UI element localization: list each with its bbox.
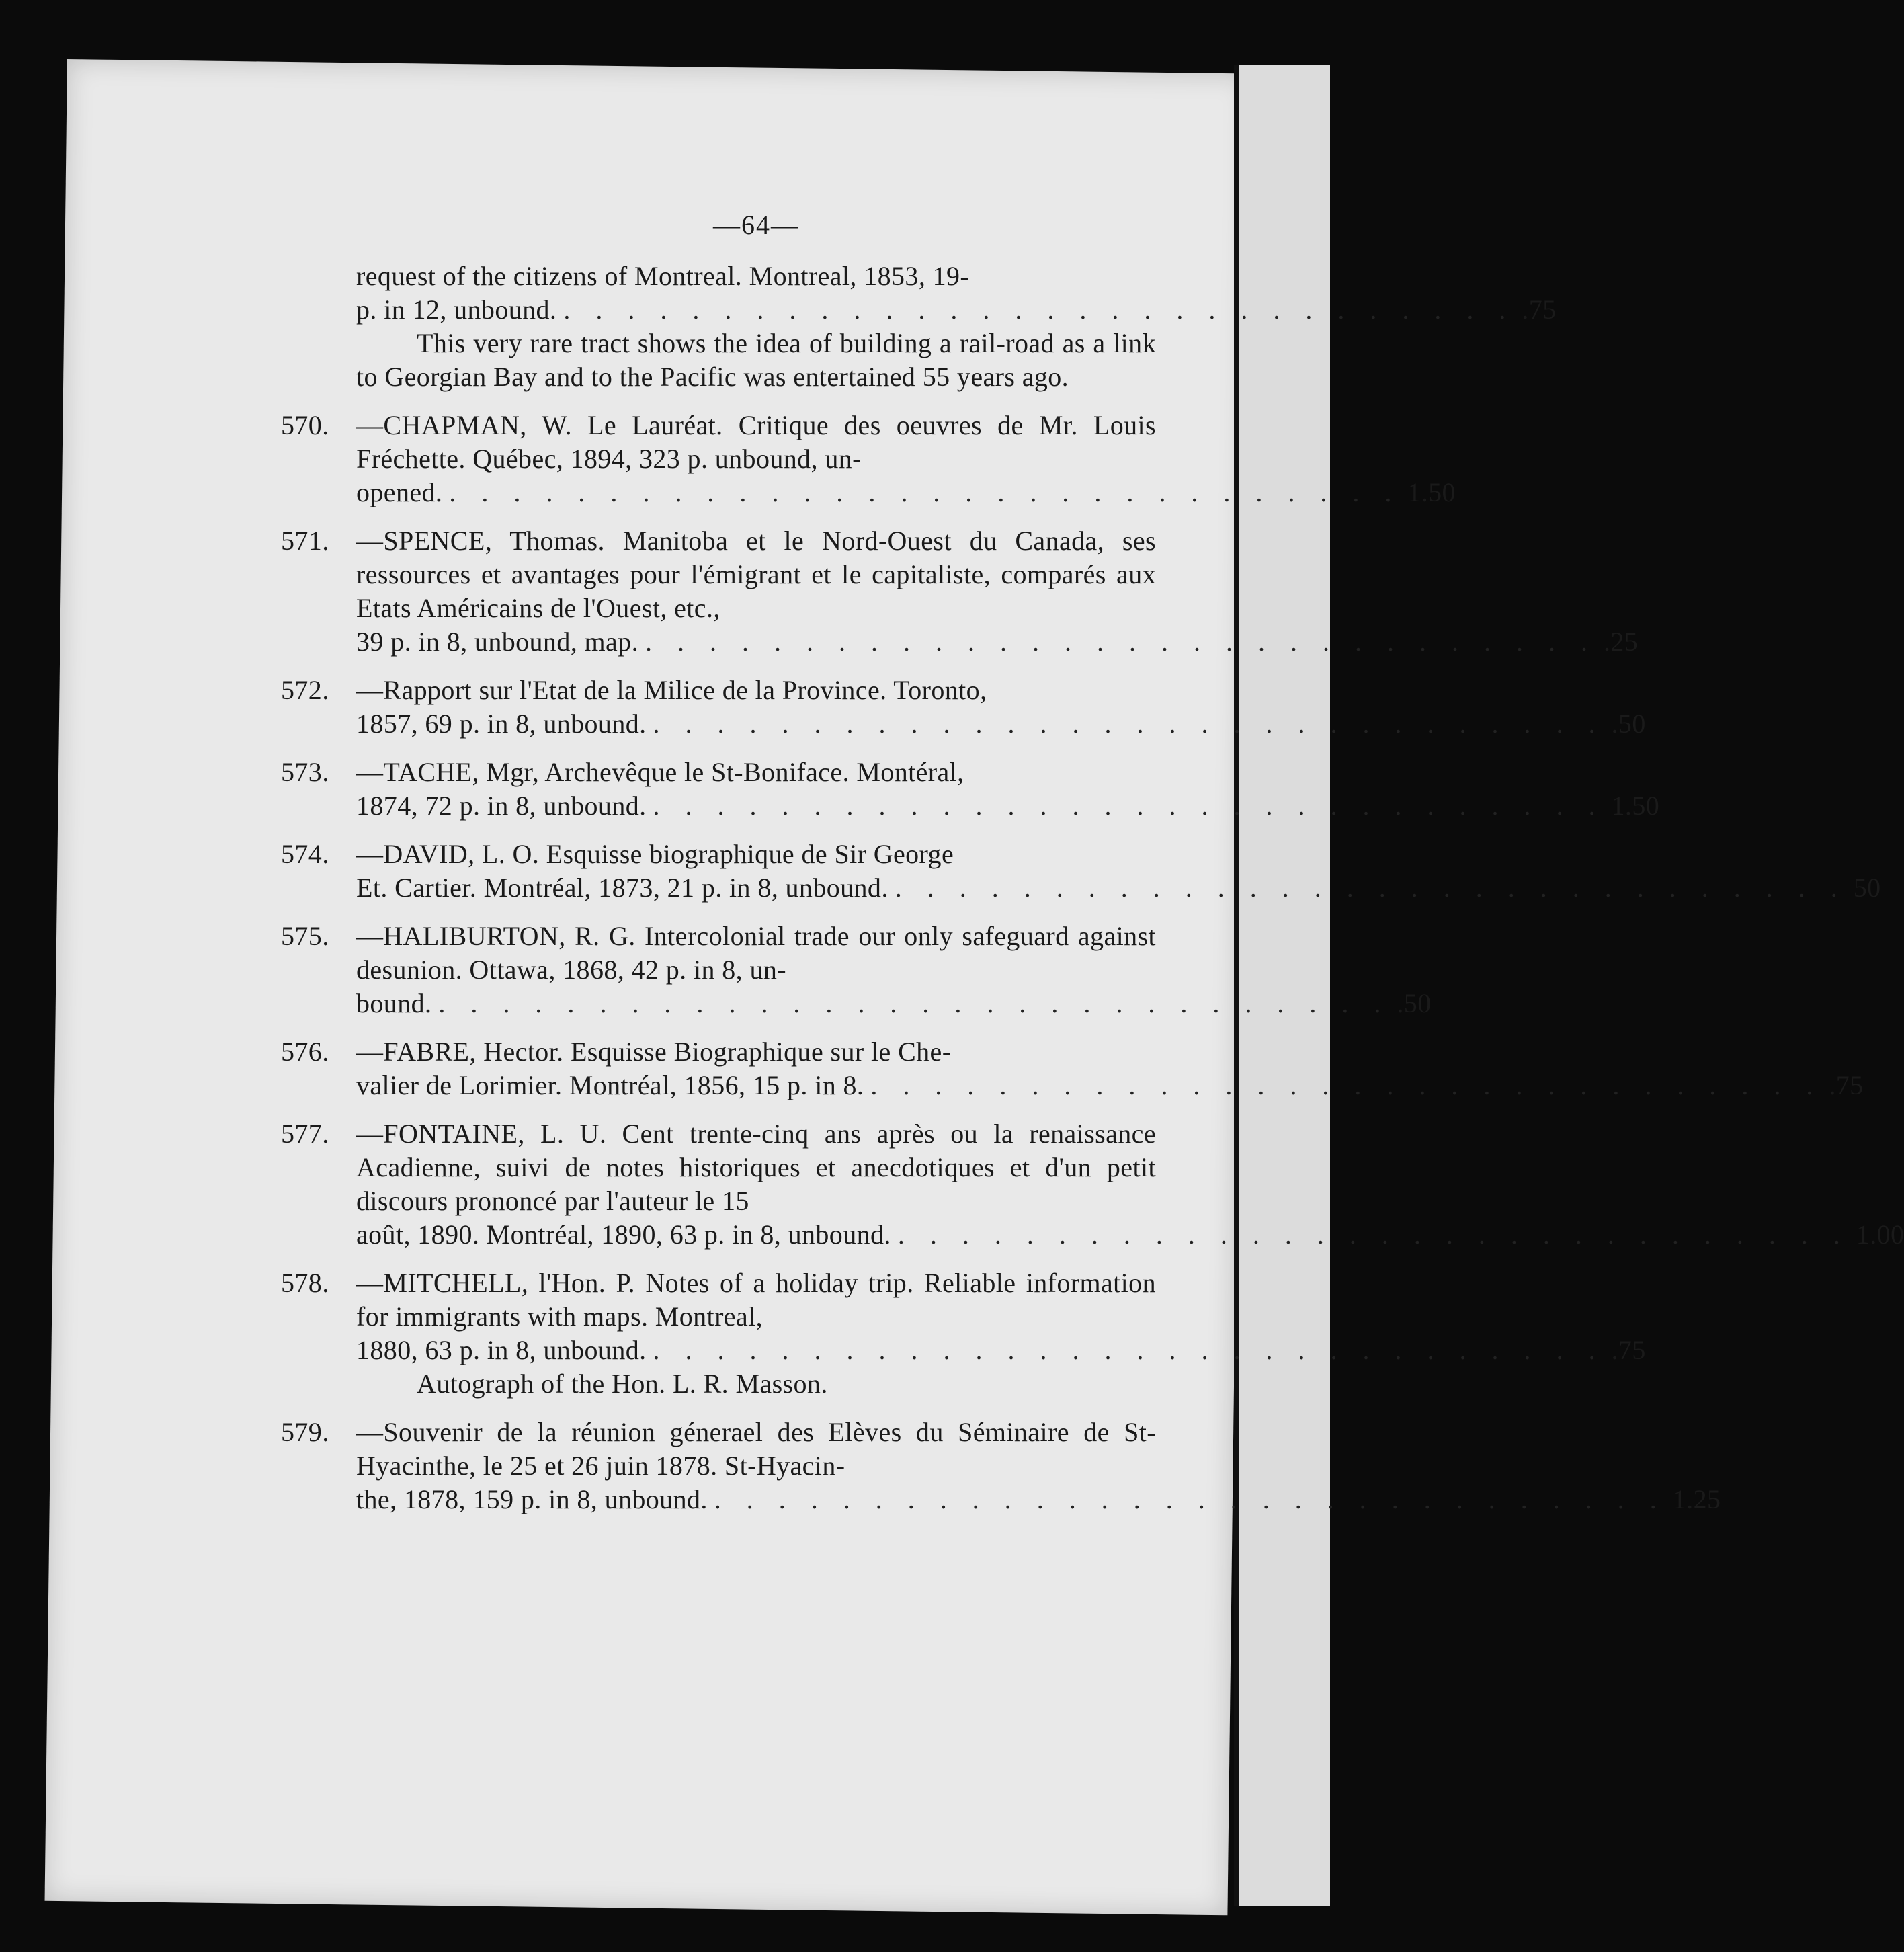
entry-number: 579.: [281, 1417, 329, 1447]
catalog-entry-579: [281, 1416, 1721, 1516]
entry-last-line: 39 p. in 8, unbound, map.: [356, 626, 638, 657]
entry-price-line: [356, 1483, 1721, 1516]
entry-last-line: 1880, 63 p. in 8, unbound.: [356, 1335, 647, 1365]
entry-number: 574.: [281, 839, 329, 869]
catalog-entry-575: [281, 920, 1432, 1020]
catalog-entry-578: [281, 1266, 1646, 1401]
entry-number: 575.: [281, 921, 329, 951]
dot-leader: . . . . . . . . . . . . . . . . . . . . . . . . . . . . . .: [449, 477, 1401, 507]
entry-text: —SPENCE, Thomas. Manitoba et le Nord-Ouest du Canada, ses ressources et avantages pour l'émigrant et le capitaliste, comparés aux Etats Américains de l'Ouest, etc.,: [356, 526, 1156, 623]
entry-price: 50: [1853, 872, 1881, 903]
dot-leader: . . . . . . . . . . . . . . . . . . . . . . . . . . . . . .: [895, 872, 1847, 903]
dot-leader: . . . . . . . . . . . . . . . . . . . . . . . . . . . . . .: [870, 1070, 1823, 1100]
entry-price: .75: [1611, 1335, 1646, 1365]
entry-price-line: [356, 625, 1639, 659]
entry-price: .75: [1829, 1070, 1864, 1100]
entry-price: 1.25: [1672, 1484, 1721, 1514]
entry-price-line: [356, 871, 1881, 905]
entry-price-line: [356, 293, 1557, 327]
entry-price-line: [356, 1069, 1864, 1102]
entry-autograph-note: Autograph of the Hon. L. R. Masson.: [417, 1369, 828, 1399]
entry-text: request of the citizens of Montreal. Montreal, 1853, 19-: [356, 261, 970, 291]
catalog-entry-571: [281, 524, 1639, 659]
entry-number: 576.: [281, 1036, 329, 1067]
entry-text: —Souvenir de la réunion génerael des Elèves du Séminaire de St-Hyacinthe, le 25 et 26 juin 1878. St-Hyacin-: [356, 1417, 1156, 1481]
entry-price: .25: [1603, 626, 1639, 657]
entry-text: —HALIBURTON, R. G. Intercolonial trade our only safeguard against desunion. Ottawa, 1868, 42 p. in 8, un-: [356, 921, 1156, 985]
entry-last-line: 1874, 72 p. in 8, unbound.: [356, 790, 647, 821]
entry-price: 1.50: [1407, 477, 1456, 507]
page-number: —64—: [713, 210, 799, 240]
entry-text: —TACHE, Mgr, Archevêque le St-Boniface. Montéral,: [356, 757, 964, 787]
dot-leader: . . . . . . . . . . . . . . . . . . . . . . . . . . . . . .: [653, 1335, 1605, 1365]
entry-number: 572.: [281, 675, 329, 705]
entry-price-line: [356, 476, 1456, 510]
adjacent-page-edge: [1234, 65, 1330, 1906]
catalog-entry-574: [281, 838, 1881, 905]
catalog-entry-570: [281, 409, 1456, 510]
entry-last-line: valier de Lorimier. Montréal, 1856, 15 p. in 8.: [356, 1070, 864, 1100]
entry-last-line: 1857, 69 p. in 8, unbound.: [356, 708, 647, 739]
dot-leader: . . . . . . . . . . . . . . . . . . . . . . . . . . . . . .: [438, 988, 1391, 1018]
entry-text: —MITCHELL, l'Hon. P. Notes of a holiday trip. Reliable information for immigrants with maps. Montreal,: [356, 1268, 1156, 1332]
catalog-entry-573: [281, 756, 1660, 823]
entry-text: —DAVID, L. O. Esquisse biographique de Sir George: [356, 839, 954, 869]
entry-text: —Rapport sur l'Etat de la Milice de la Province. Toronto,: [356, 675, 987, 705]
dot-leader: . . . . . . . . . . . . . . . . . . . . . . . . . . . . . .: [645, 626, 1597, 657]
entry-number: 571.: [281, 526, 329, 556]
entry-price: .50: [1611, 708, 1646, 739]
entry-price: .75: [1522, 294, 1557, 325]
entry-last-line: bound.: [356, 988, 432, 1018]
catalog-entry-572: [281, 674, 1646, 741]
entry-price-line: [356, 789, 1660, 823]
entry-last-line: août, 1890. Montréal, 1890, 63 p. in 8, unbound.: [356, 1219, 891, 1250]
entry-number: 577.: [281, 1119, 329, 1149]
entry-number: 573.: [281, 757, 329, 787]
entry-price-line: [356, 1334, 1646, 1367]
entry-price-line: [356, 987, 1432, 1020]
catalog-entry-576: [281, 1035, 1864, 1102]
entry-price: 1.00: [1856, 1219, 1904, 1250]
dot-leader: . . . . . . . . . . . . . . . . . . . . . . . . . . . . . .: [653, 708, 1605, 739]
entry-text: —FONTAINE, L. U. Cent trente-cinq ans après ou la renaissance Acadienne, suivi de notes historiques et anecdotiques et d'un petit discours prononcé par l'auteur le 15: [356, 1119, 1156, 1216]
entry-note: This very rare tract shows the idea of building a rail-road as a link to Georgian Bay and to the Pacific was entertained 55 years ago.: [356, 328, 1156, 392]
entry-price-line: [356, 1218, 1904, 1252]
entry-last-line: p. in 12, unbound.: [356, 294, 557, 325]
entry-last-line: the, 1878, 159 p. in 8, unbound.: [356, 1484, 708, 1514]
entry-last-line: opened.: [356, 477, 443, 507]
entry-price: 1.50: [1611, 790, 1660, 821]
entry-last-line: Et. Cartier. Montréal, 1873, 21 p. in 8, unbound.: [356, 872, 888, 903]
catalog-entry-577: [281, 1117, 1904, 1252]
dot-leader: . . . . . . . . . . . . . . . . . . . . . . . . . . . . . .: [714, 1484, 1666, 1514]
page-content: [281, 208, 1904, 1531]
entry-text: —FABRE, Hector. Esquisse Biographique sur le Che-: [356, 1036, 952, 1067]
entry-text: —CHAPMAN, W. Le Lauréat. Critique des oeuvres de Mr. Louis Fréchette. Québec, 1894, 323 p. unbound, un-: [356, 410, 1156, 474]
dot-leader: . . . . . . . . . . . . . . . . . . . . . . . . . . . . . .: [563, 294, 1516, 325]
dot-leader: . . . . . . . . . . . . . . . . . . . . . . . . . . . . . .: [897, 1219, 1850, 1250]
dot-leader: . . . . . . . . . . . . . . . . . . . . . . . . . . . . . .: [653, 790, 1605, 821]
entry-price-line: [356, 707, 1646, 741]
entry-price: .50: [1397, 988, 1432, 1018]
entry-number: 578.: [281, 1268, 329, 1298]
catalog-entry-continued: [356, 259, 1557, 394]
entry-number: 570.: [281, 410, 329, 440]
